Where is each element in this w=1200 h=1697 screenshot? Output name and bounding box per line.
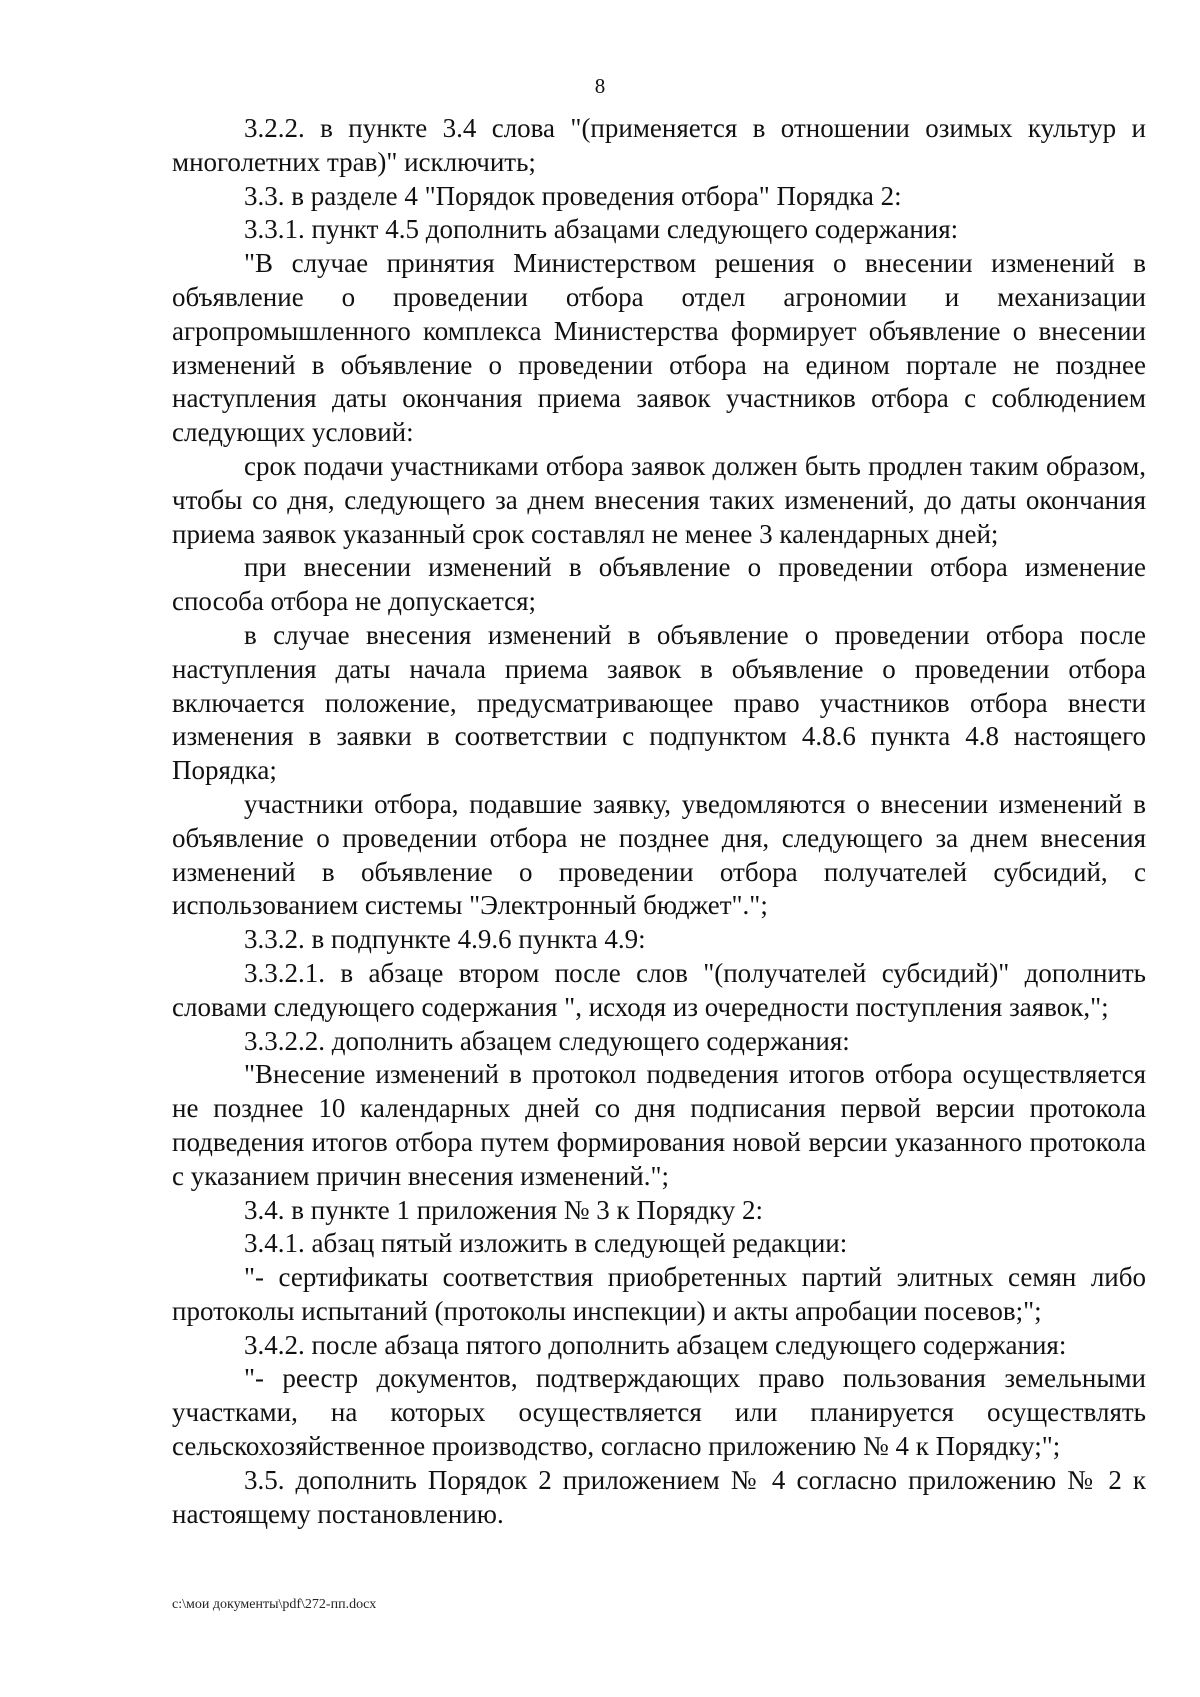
paragraph-3-3-2-1: 3.3.2.1. в абзаце втором после слов "(получателей субсидий)" дополнить словами следующего содержания ", исходя из очередности поступления заявок,"; [172,957,1146,1022]
paragraph-certificates: "- сертификаты соответствия приобретенных партий элитных семян либо протоколы испытаний (протоколы инспекции) и акты апробации посевов;"; [172,1262,1146,1326]
document-body [172,112,1146,1531]
paragraph-3-3-1: 3.3.1. пункт 4.5 дополнить абзацами следующего содержания: [244,214,959,245]
paragraph-3-3: 3.3. в разделе 4 "Порядок проведения отбора" Порядка 2: [244,180,902,211]
page-number: 8 [594,74,606,98]
paragraph-land-registry: "- реестр документов, подтверждающих право пользования земельными участками, на которых осуществляется или планируется осуществлять сельскохозяйственное производство, согласно приложению № 4 к Порядку;"; [172,1363,1146,1462]
paragraph-protocol-changes: "Внесение изменений в протокол подведения итогов отбора осуществляется не позднее 10 календарных дней со дня подписания первой версии протокола подведения итогов отбора путем формирования новой версии указанного протокола с указанием причин внесения изменений."; [172,1059,1146,1191]
paragraph-3-3-2-2: 3.3.2.2. дополнить абзацем следующего содержания: [244,1025,850,1056]
paragraph-3-4-1: 3.4.1. абзац пятый изложить в следующей редакции: [244,1228,848,1259]
paragraph-3-4-2: 3.4.2. после абзаца пятого дополнить абзацем следующего содержания: [244,1329,1067,1360]
paragraph-3-5: 3.5. дополнить Порядок 2 приложением № 4 согласно приложению № 2 к настоящему постановлению. [172,1464,1146,1529]
paragraph-method-unchanged: при внесении изменений в объявление о проведении отбора изменение способа отбора не допускается; [172,552,1146,617]
paragraph-deadline-extension: срок подачи участниками отбора заявок должен быть продлен таким образом, чтобы со дня, следующего за днем внесения таких изменений, до даты окончания приема заявок указанный срок составлял не менее 3 календарных дней; [172,450,1146,549]
paragraph-3-3-2: 3.3.2. в подпункте 4.9.6 пункта 4.9: [244,924,646,955]
paragraph-application-changes: в случае внесения изменений в объявление о проведении отбора после наступления даты начала приема заявок в объявление о проведении отбора включается положение, предусматривающее право участников отбора внести изменения в заявки в соответствии с подпунктом 4.8.6 пункта 4.8 настоящего Порядка; [172,619,1146,786]
paragraph-3-2-2: 3.2.2. в пункте 3.4 слова "(применяется в отношении озимых культур и многолетних трав)" исключить; [172,113,1146,177]
paragraph-quote-changes: "В случае принятия Министерством решения о внесении изменений в объявление о проведении отбора отдел агрономии и механизации агропромышленного комплекса Министерства формирует объявление о внесении изменений в объявление о проведении отбора на едином портале не позднее наступления даты окончания приема заявок участников отбора с соблюдением следующих условий: [172,248,1146,448]
paragraph-3-4: 3.4. в пункте 1 приложения № 3 к Порядку 2: [244,1194,764,1225]
footer-file-path: c:\мои документы\pdf\272-пп.docx [172,1597,377,1612]
paragraph-participant-notification: участники отбора, подавшие заявку, уведомляются о внесении изменений в объявление о проведении отбора не позднее дня, следующего за днем внесения изменений в объявление о проведении отбора получателей субсидий, с использованием системы "Электронный бюджет"."; [172,788,1146,921]
